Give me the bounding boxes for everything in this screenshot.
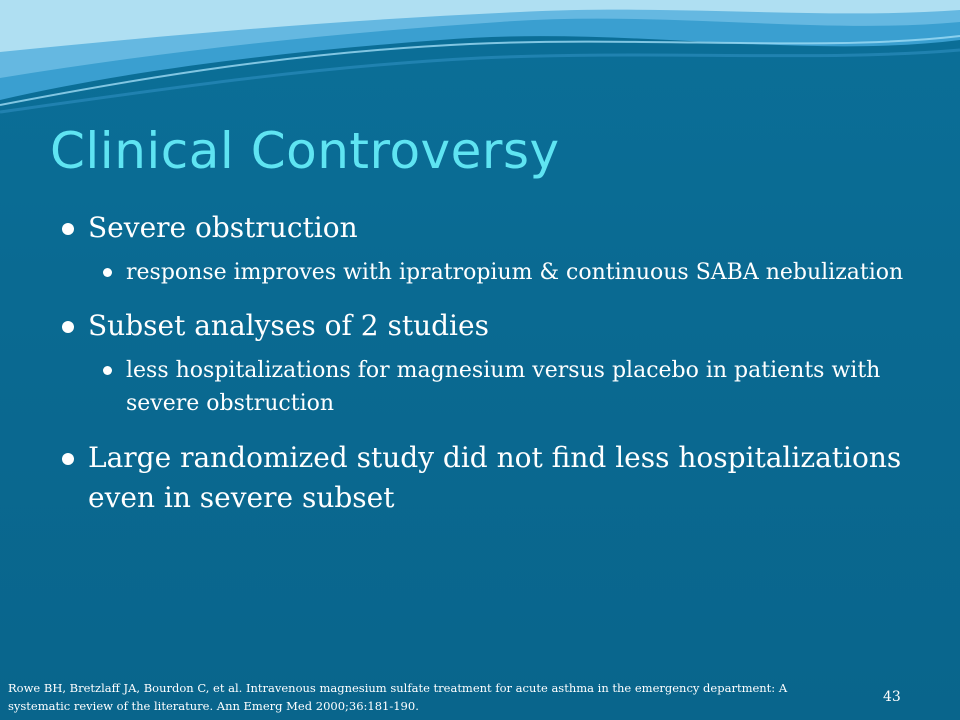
citation-footnote: Rowe BH, Bretzlaff JA, Bourdon C, et al. Intravenous magnesium sulfate treatment for acute asthma in the emergency department: A systematic review of the literature. Ann Emerg Med 2000;36:181-190. [8,681,788,713]
bullet-large-randomized-study [62,438,922,518]
bullet-text: Large randomized study did not find less hospitalizations even in severe subset [88,441,902,514]
sub-bullet-ipratropium-response: response improves with ipratropium & continuous SABA nebulization [62,256,922,289]
slide-title: Clinical Controversy [50,122,560,180]
bullet-list [62,208,922,518]
sub-bullet-magnesium-hospitalizations: less hospitalizations for magnesium versus placebo in patients with severe obstruction [62,354,922,420]
bullet-severe-obstruction [62,208,922,289]
page-number: 43 [883,689,901,705]
sub-bullet-list [62,256,922,289]
bullet-text: Severe obstruction [88,211,358,244]
header-wave-decoration [0,0,960,120]
sub-bullet-list [62,354,922,420]
bullet-text: Subset analyses of 2 studies [88,309,489,342]
bullet-subset-analyses [62,306,922,420]
